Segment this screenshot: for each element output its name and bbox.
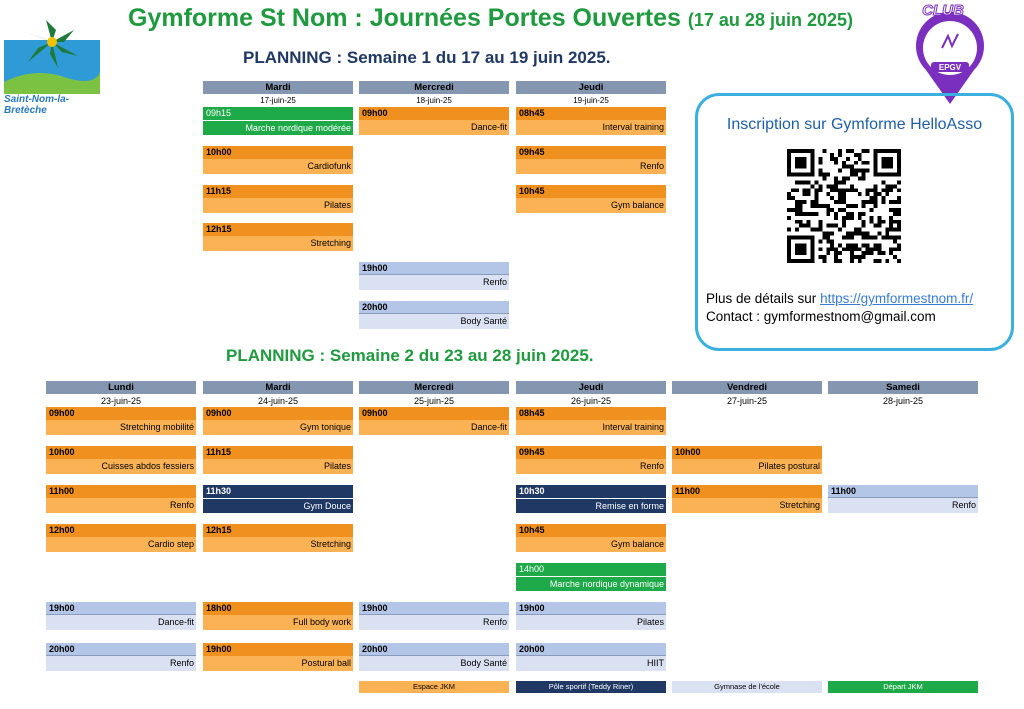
class-time: 09h00 xyxy=(359,107,509,120)
day-header: Mercredi xyxy=(359,81,509,94)
class-time: 19h00 xyxy=(46,602,196,615)
day-header: Mardi xyxy=(203,381,353,394)
class-time: 18h00 xyxy=(203,602,353,615)
class-name: Renfo xyxy=(359,615,509,630)
class-slot xyxy=(203,146,353,174)
class-slot xyxy=(359,602,509,630)
class-name: Pilates postural xyxy=(672,459,822,474)
class-slot xyxy=(46,446,196,474)
day-header: Mardi xyxy=(203,81,353,94)
class-slot xyxy=(46,485,196,513)
registration-box xyxy=(695,93,1014,351)
day-date: 23-juin-25 xyxy=(100,396,142,406)
legend-item: Gymnase de l'école xyxy=(672,681,822,693)
legend-item: Espace JKM xyxy=(359,681,509,693)
title-dates: (17 au 28 juin 2025) xyxy=(687,10,853,30)
class-name: Stretching xyxy=(203,236,353,251)
day-header: Mercredi xyxy=(359,381,509,394)
class-time: 12h15 xyxy=(203,223,353,236)
day-date: 25-juin-25 xyxy=(413,396,455,406)
week2-title: PLANNING : Semaine 2 du 23 au 28 juin 2025. xyxy=(226,346,594,365)
week1-title: PLANNING : Semaine 1 du 17 au 19 juin 2025. xyxy=(243,48,611,67)
class-name: Gym balance xyxy=(516,198,666,213)
class-time: 09h00 xyxy=(46,407,196,420)
class-name: Gym Douce xyxy=(203,498,353,513)
class-name: Dance-fit xyxy=(46,615,196,630)
class-slot xyxy=(359,643,509,671)
website-link[interactable]: https://gymformestnom.fr/ xyxy=(820,291,974,306)
class-name: Renfo xyxy=(359,275,509,290)
class-name: Gym tonique xyxy=(203,420,353,435)
class-name: Renfo xyxy=(516,159,666,174)
class-time: 10h45 xyxy=(516,524,666,537)
class-slot xyxy=(203,485,353,513)
class-time: 11h00 xyxy=(672,485,822,498)
legend-item: Pôle sportif (Teddy Riner) xyxy=(516,681,666,693)
class-name: Postural ball xyxy=(203,656,353,671)
class-slot xyxy=(516,524,666,552)
day-header: Jeudi xyxy=(516,381,666,394)
class-time: 10h00 xyxy=(46,446,196,459)
class-time: 09h00 xyxy=(359,407,509,420)
class-name: Renfo xyxy=(828,498,978,513)
class-time: 11h00 xyxy=(828,485,978,498)
class-slot xyxy=(203,107,353,135)
legend-item: Départ JKM xyxy=(828,681,978,693)
title-main: Gymforme St Nom : Journées Portes Ouvertes xyxy=(128,4,681,32)
class-time: 09h15 xyxy=(203,107,353,120)
class-name: Stretching xyxy=(672,498,822,513)
class-time: 19h00 xyxy=(516,602,666,615)
class-name: Body Santé xyxy=(359,314,509,329)
class-slot xyxy=(46,524,196,552)
class-slot xyxy=(516,185,666,213)
class-slot xyxy=(359,107,509,135)
class-name: Remise en forme xyxy=(516,498,666,513)
class-slot xyxy=(359,262,509,290)
class-time: 09h45 xyxy=(516,446,666,459)
class-slot xyxy=(46,643,196,671)
class-time: 10h00 xyxy=(672,446,822,459)
class-slot xyxy=(672,446,822,474)
class-time: 11h15 xyxy=(203,446,353,459)
class-slot xyxy=(46,407,196,435)
class-slot xyxy=(203,524,353,552)
badge-epgv-text: EPGV xyxy=(938,63,962,72)
class-name: Dance-fit xyxy=(359,420,509,435)
class-name: Marche nordique modérée xyxy=(203,120,353,135)
class-name: Renfo xyxy=(46,498,196,513)
details-line xyxy=(706,291,973,306)
class-name: Pilates xyxy=(203,198,353,213)
class-name: Cardiofunk xyxy=(203,159,353,174)
contact-line: Contact : gymformestnom@gmail.com xyxy=(706,309,936,324)
class-slot xyxy=(203,643,353,671)
class-slot xyxy=(672,485,822,513)
class-slot xyxy=(516,446,666,474)
class-name: Interval training xyxy=(516,120,666,135)
class-slot xyxy=(516,407,666,435)
page-title xyxy=(128,4,853,33)
day-date: 27-juin-25 xyxy=(726,396,768,406)
class-slot xyxy=(828,485,978,513)
class-slot xyxy=(516,602,666,630)
class-time: 11h30 xyxy=(203,485,353,498)
class-slot xyxy=(516,563,666,591)
day-header: Jeudi xyxy=(516,81,666,94)
class-time: 20h00 xyxy=(359,301,509,314)
class-name: Pilates xyxy=(516,615,666,630)
class-slot xyxy=(203,446,353,474)
class-time: 09h45 xyxy=(516,146,666,159)
class-time: 10h30 xyxy=(516,485,666,498)
class-slot xyxy=(516,107,666,135)
class-slot xyxy=(516,485,666,513)
class-name: Cardio step xyxy=(46,537,196,552)
day-date: 17-juin-25 xyxy=(260,96,296,105)
day-header: Lundi xyxy=(46,381,196,394)
day-date: 26-juin-25 xyxy=(570,396,612,406)
day-date: 24-juin-25 xyxy=(257,396,299,406)
class-slot xyxy=(203,223,353,251)
class-time: 19h00 xyxy=(359,602,509,615)
class-name: Interval training xyxy=(516,420,666,435)
class-name: Dance-fit xyxy=(359,120,509,135)
details-prefix: Plus de détails sur xyxy=(706,291,821,306)
class-name: Gym balance xyxy=(516,537,666,552)
class-name: Stretching mobilité xyxy=(46,420,196,435)
class-name: Full body work xyxy=(203,615,353,630)
day-date: 28-juin-25 xyxy=(882,396,924,406)
day-date: 18-juin-25 xyxy=(416,96,452,105)
class-slot xyxy=(203,185,353,213)
class-time: 10h45 xyxy=(516,185,666,198)
day-date: 19-juin-25 xyxy=(573,96,609,105)
class-slot xyxy=(203,407,353,435)
class-name: Body Santé xyxy=(359,656,509,671)
class-time: 19h00 xyxy=(359,262,509,275)
class-time: 14h00 xyxy=(516,563,666,576)
class-time: 11h00 xyxy=(46,485,196,498)
day-header: Vendredi xyxy=(672,381,822,394)
class-time: 20h00 xyxy=(46,643,196,656)
class-name: Pilates xyxy=(203,459,353,474)
class-slot xyxy=(203,602,353,630)
town-logo-text: Saint-Nom-la-Bretèche xyxy=(4,94,69,116)
qr-code-icon[interactable] xyxy=(787,149,901,263)
class-time: 09h00 xyxy=(203,407,353,420)
class-slot xyxy=(359,407,509,435)
day-header: Samedi xyxy=(828,381,978,394)
class-time: 11h15 xyxy=(203,185,353,198)
class-time: 08h45 xyxy=(516,107,666,120)
class-time: 20h00 xyxy=(516,643,666,656)
class-name: Renfo xyxy=(516,459,666,474)
class-slot xyxy=(46,602,196,630)
class-time: 08h45 xyxy=(516,407,666,420)
class-time: 10h00 xyxy=(203,146,353,159)
class-time: 20h00 xyxy=(359,643,509,656)
class-time: 12h00 xyxy=(46,524,196,537)
class-name: Marche nordique dynamique xyxy=(516,576,666,591)
class-slot xyxy=(516,643,666,671)
class-name: Renfo xyxy=(46,656,196,671)
class-name: HIIT xyxy=(516,656,666,671)
class-name: Stretching xyxy=(203,537,353,552)
class-slot xyxy=(516,146,666,174)
registration-title: Inscription sur Gymforme HelloAsso xyxy=(726,116,983,133)
class-time: 12h15 xyxy=(203,524,353,537)
class-slot xyxy=(359,301,509,329)
club-text: CLUB xyxy=(922,2,964,19)
class-time: 19h00 xyxy=(203,643,353,656)
class-name: Cuisses abdos fessiers xyxy=(46,459,196,474)
